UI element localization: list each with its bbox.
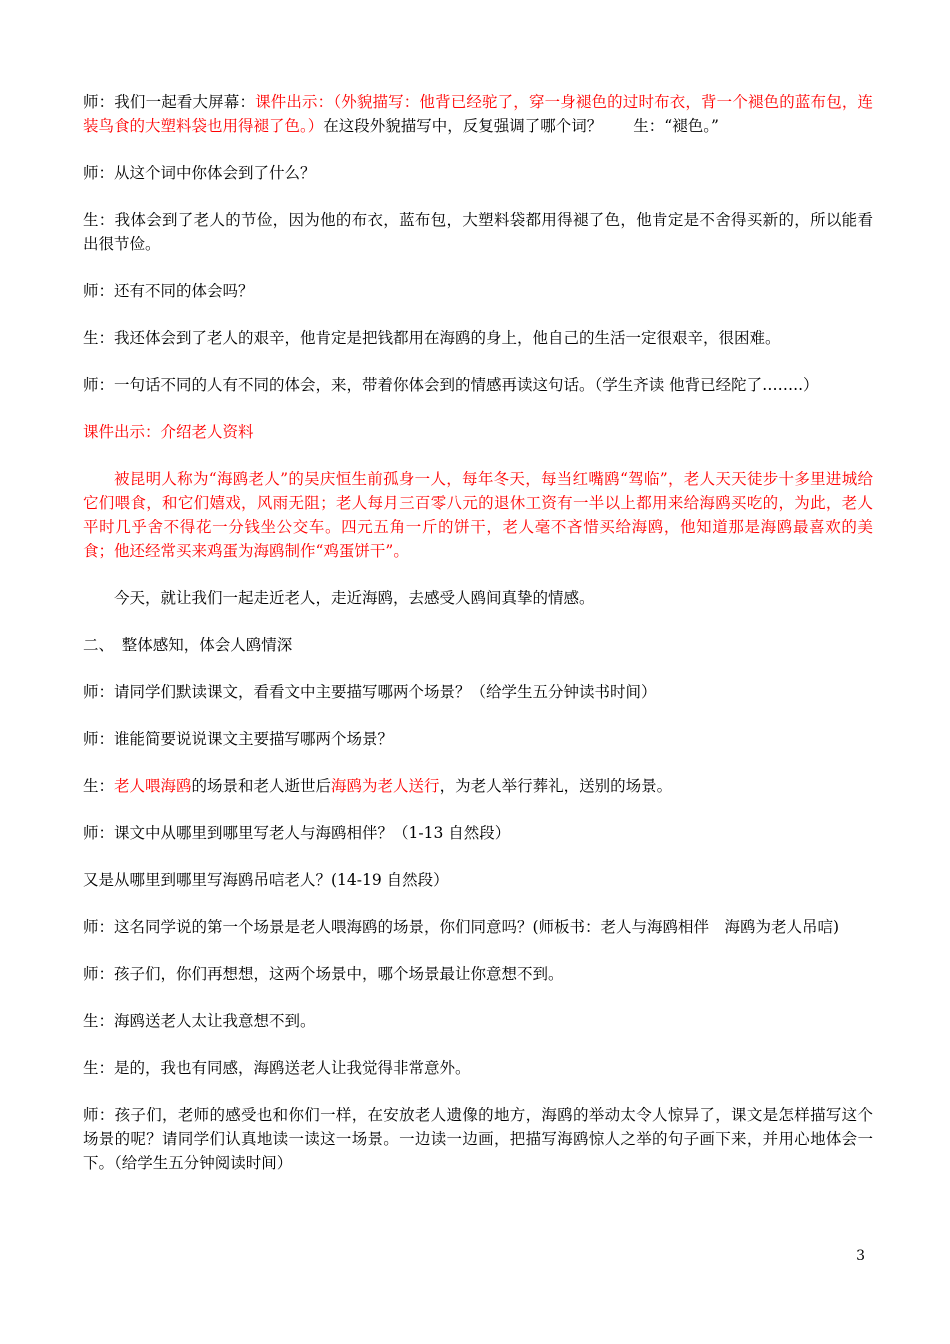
- document-body: [83, 90, 873, 1198]
- highlighted-text: 被昆明人称为“海鸥老人”的吴庆恒生前孤身一人，每年冬天，每当红嘴鸥“驾临”，老人天天徒步十多里进城给它们喂食，和它们嬉戏，风雨无阻；老人每月三百零八元的退休工资有一半以上都用来给海鸥买吃的，为此，老人平时几乎舍不得花一分钱坐公交车。四元五角一斤的饼干，老人毫不吝惜买给海鸥，他知道那是海鸥最喜欢的美食；他还经常买来鸡蛋为海鸥制作“鸡蛋饼干”。: [83, 470, 873, 560]
- text-segment: ，为老人举行葬礼，送别的场景。: [439, 777, 673, 795]
- paragraph-p8: [83, 467, 873, 563]
- paragraph-p3: [83, 208, 873, 256]
- paragraph-p15: [83, 868, 873, 892]
- paragraph-p1: [83, 90, 873, 138]
- text-segment: 生：我还体会到了老人的艰辛，他肯定是把钱都用在海鸥的身上，他自己的生活一定很艰辛，很困难。: [83, 329, 781, 347]
- text-segment: 师：一句话不同的人有不同的体会，来，带着你体会到的情感再读这句话。（学生齐读 他背已经陀了……..）: [83, 376, 819, 394]
- page-number: 3: [856, 1248, 865, 1264]
- text-segment: 生：: [83, 777, 115, 795]
- text-segment: 今天，就让我们一起走近老人，走近海鸥，去感受人鸥间真挚的情感。: [114, 589, 595, 607]
- paragraph-p4: [83, 279, 873, 303]
- text-segment: 二、 整体感知，体会人鸥情深: [83, 636, 293, 654]
- paragraph-p2: [83, 161, 873, 185]
- paragraph-p11: [83, 680, 873, 704]
- text-segment: 师：我们一起看大屏幕：: [83, 93, 256, 111]
- text-segment: 的场景和老人逝世后: [191, 777, 332, 795]
- paragraph-p9: [83, 586, 873, 610]
- text-segment: 师：课文中从哪里到哪里写老人与海鸥相伴？（1-13 自然段）: [83, 824, 511, 842]
- paragraph-p17: [83, 962, 873, 986]
- paragraph-p16: [83, 915, 873, 939]
- text-segment: 又是从哪里到哪里写海鸥吊唁老人？(14-19 自然段）: [83, 871, 449, 889]
- paragraph-p18: [83, 1009, 873, 1033]
- paragraph-p13: [83, 774, 873, 798]
- paragraph-p14: [83, 821, 873, 845]
- text-segment: 师：从这个词中你体会到了什么？: [83, 164, 316, 182]
- paragraph-p10: [83, 633, 873, 657]
- text-segment: 在这段外貌描写中，反复强调了哪个词？ 生：“褪色。”: [323, 117, 719, 135]
- text-segment: 师：还有不同的体会吗？: [83, 282, 254, 300]
- text-segment: 师：请同学们默读课文，看看文中主要描写哪两个场景？（给学生五分钟读书时间）: [83, 683, 657, 701]
- paragraph-p5: [83, 326, 873, 350]
- highlighted-text: 课件出示：（外貌描写：他背已经驼了，穿一身褪色的过时布衣，背一个褪色的蓝布包，连装鸟食的大塑料袋也用得褪了色。）: [83, 93, 873, 135]
- highlighted-text: 海鸥为老人送行: [331, 777, 440, 795]
- text-segment: 生：海鸥送老人太让我意想不到。: [83, 1012, 316, 1030]
- highlighted-text: 老人喂海鸥: [114, 777, 192, 795]
- text-segment: 师：这名同学说的第一个场景是老人喂海鸥的场景，你们同意吗？(师板书：老人与海鸥相伴 海鸥为老人吊唁): [83, 918, 840, 936]
- paragraph-p12: [83, 727, 873, 751]
- paragraph-p19: [83, 1056, 873, 1080]
- text-segment: 师：谁能简要说说课文主要描写哪两个场景？: [83, 730, 394, 748]
- highlighted-text: 课件出示：介绍老人资料: [83, 423, 254, 441]
- text-segment: 师：孩子们，你们再想想，这两个场景中，哪个场景最让你意想不到。: [83, 965, 564, 983]
- text-segment: 师：孩子们，老师的感受也和你们一样，在安放老人遗像的地方，海鸥的举动太令人惊异了，课文是怎样描写这个场景的呢？请同学们认真地读一读这一场景。一边读一边画，把描写海鸥惊人之举的句子画下来，并用心地体会一下。（给学生五分钟阅读时间）: [83, 1106, 873, 1172]
- paragraph-p6: [83, 373, 873, 397]
- paragraph-p20: [83, 1103, 873, 1175]
- paragraph-p7: [83, 420, 873, 444]
- text-segment: 生：是的，我也有同感，海鸥送老人让我觉得非常意外。: [83, 1059, 471, 1077]
- text-segment: 生：我体会到了老人的节俭，因为他的布衣，蓝布包，大塑料袋都用得褪了色，他肯定是不舍得买新的，所以能看出很节俭。: [83, 211, 873, 253]
